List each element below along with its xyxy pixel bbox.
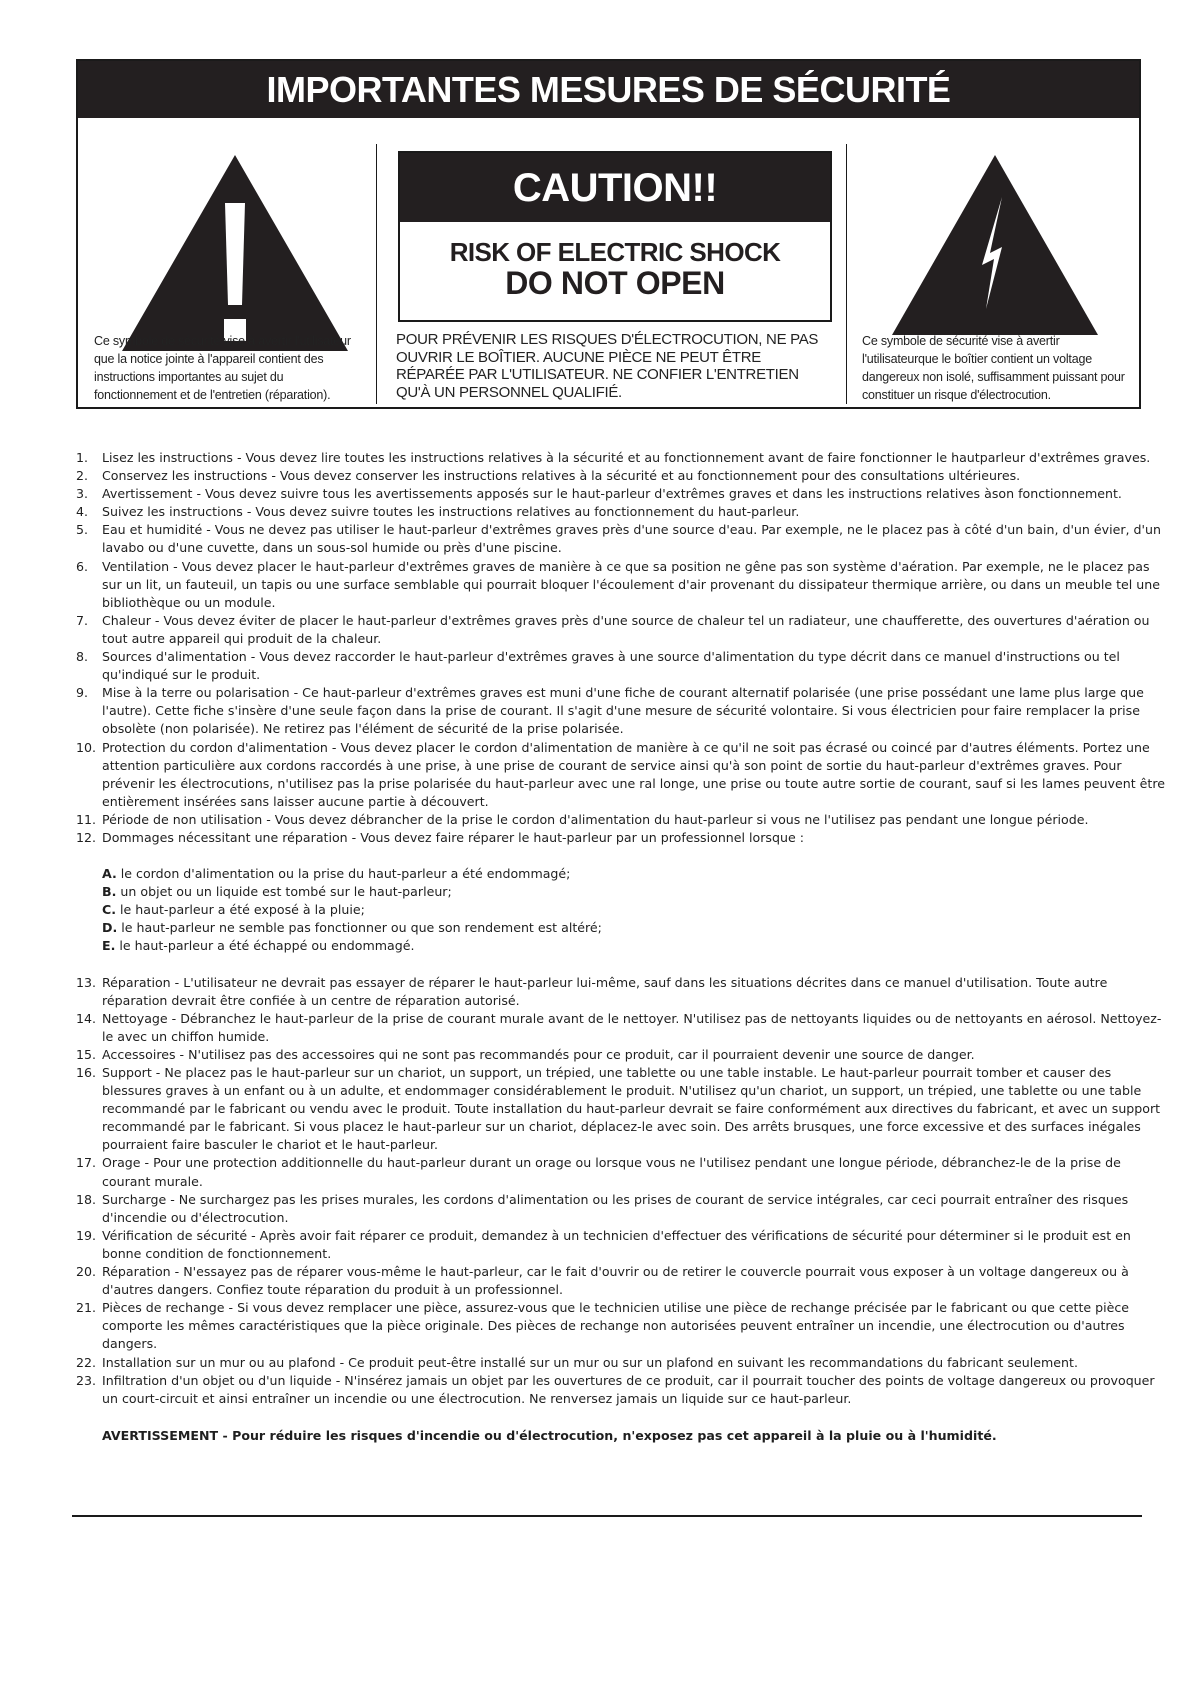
bottom-divider [72, 1515, 1142, 1517]
list-item: 22. Installation sur un mur ou au plafond - Ce produit peut-être installé sur un mur ou sur un plafond en suivant les recommandations du fabricant seulement. [76, 1354, 1078, 1370]
do-not-open-text: DO NOT OPEN [505, 265, 725, 301]
divider-left [376, 144, 377, 404]
list-item: 17. Orage - Pour une protection additionnelle du haut-parleur durant un orage ou lorsque vous ne l'utilisez pendant une longue période, débranchez-le de la prise de courant murale. [76, 1155, 1121, 1189]
list-item: 9. Mise à la terre ou polarisation - Ce haut-parleur d'extrêmes graves est muni d'une fiche de courant alternatif polarisée (une prise possédant une lame plus large que l'autre). Cette fiche s'insère d'une seule façon dans la prise de courant. Il s'agit d'une mesure de sécurité volontaire. Si vous électricien pour faire remplacer la prise obsolète (non polarisée). Ne retirez pas l'élément de sécurité de la prise polarisée. [76, 685, 1144, 737]
list-item: 4. Suivez les instructions - Vous devez suivre toutes les instructions relatives au fonctionnement du haut-parleur. [76, 504, 800, 520]
list-item: 2. Conservez les instructions - Vous devez conserver les instructions relatives à la sécurité et au fonctionnement pour des consultations ultérieures. [76, 468, 1021, 484]
caution-title: CAUTION!! [400, 153, 830, 222]
list-item: 8. Sources d'alimentation - Vous devez raccorder le haut-parleur d'extrêmes graves à une source d'alimentation du type décrit dans ce manuel d'instructions ou tel qu'indiqué sur le produit. [76, 649, 1120, 683]
list-item: 21. Pièces de rechange - Si vous devez remplacer une pièce, assurez-vous que le technicien utilise une pièce de rechange précisée par le fabricant ou que cette pièce comporte les mêmes caractéristiques que la pièce originale. Des pièces de rechange non autorisées peuvent entraîner un incendie, une électrocution ou d'autres dangers. [76, 1300, 1130, 1352]
list-item: 5. Eau et humidité - Vous ne devez pas utiliser le haut-parleur d'extrêmes graves près d'une source d'eau. Par exemple, ne le placez pas à côté d'un bain, d'un évier, d'un lavabo ou d'une cuvette, dans un sous-sol humide ou près d'une piscine. [76, 522, 1161, 556]
safety-symbols-box [76, 59, 1141, 409]
list-item: 1. Lisez les instructions - Vous devez lire toutes les instructions relatives à la sécurité et au fonctionnement avant de faire fonctionner le hautparleur d'extrêmes graves. [76, 450, 1151, 465]
list-item: 23. Infiltration d'un objet ou d'un liquide - N'insérez jamais un objet par les ouvertures de ce produit, car il pourrait toucher des points de voltage dangereux ou provoquer un court-circuit et ainsi entraîner un incendie ou une électrocution. Ne renversez jamais un liquide sur ce haut-parleur. [76, 1372, 1155, 1406]
list-item: 3. Avertissement - Vous devez suivre tous les avertissements apposés sur le haut-parleur d'extrêmes graves et dans les instructions relatives àson fonctionnement. [76, 486, 1122, 502]
divider-right [846, 144, 847, 404]
list-item: 10. Protection du cordon d'alimentation - Vous devez placer le cordon d'alimentation de manière à ce qu'il ne soit pas écrasé ou coincé par d'autres éléments. Portez une attention particulière aux cordons raccordés à une prise, à une prise de courant de service ainsi qu'à son point de sortie du haut-parleur d'extrêmes graves. Pour prévenir les électrocutions, n'utilisez pas la prise polarisée du haut-parleur avec une ral longe, une prise ou toute autre sortie de courant, sauf si les lames peuvent être entièrement insérées sans laisser aucune partie à découvert. [76, 739, 1165, 809]
damage-case: C. le haut-parleur a été exposé à la pluie; [102, 902, 365, 918]
list-item: 6. Ventilation - Vous devez placer le haut-parleur d'extrêmes graves de manière à ce que sa position ne gêne pas son système d'aération. Par exemple, ne le placez pas sur un lit, un fauteuil, un tapis ou une surface semblable qui pourrait bloquer l'écoulement d'air provenant du dissipateur thermique arrière, ou dans un meuble tel une bibliothèque ou un module. [76, 558, 1160, 610]
list-item: 16. Support - Ne placez pas le haut-parleur sur un chariot, un support, un trépied, une tablette ou une table instable. Le haut-parleur pourrait tomber et causer des blessures graves à un enfant ou à un adulte, et endommager considérablement le produit. N'utilisez qu'un chariot, un support, un trépied, une tablette ou une table recommandé par le fabricant ou vendu avec le produit. Toute installation du haut-parleur devrait se faire conformément aux directives du fabricant, et avec un support recommandé par le fabricant. Si vous placez le haut-parleur sur un chariot, déplacez-le avec soin. Des arrêts brusques, une force excessive et des surfaces inégales pourraient faire basculer le chariot et le haut-parleur. [76, 1065, 1161, 1153]
fire-warning-text: AVERTISSEMENT - Pour réduire les risques d'incendie ou d'électrocution, n'exposez pas cet appareil à la pluie ou à l'humidité. [102, 1427, 997, 1443]
list-item: 20. Réparation - N'essayez pas de réparer vous-même le haut-parleur, car le fait d'ouvrir ou de retirer le couvercle pourrait vous exposer à un voltage dangereux ou à d'autres dangers. Confiez toute réparation du produit à un professionnel. [76, 1264, 1129, 1298]
damage-case: D. le haut-parleur ne semble pas fonctionner ou que son rendement est altéré; [102, 920, 602, 936]
caution-text: POUR PRÉVENIR LES RISQUES D'ÉLECTROCUTION, NE PAS OUVRIR LE BOÎTIER. AUCUNE PIÈCE NE PEUT ÊTRE RÉPARÉE PAR L'UTILISATEUR. NE CONFIER L'ENTRETIEN QU'À UN PERSONNEL QUALIFIÉ. [396, 331, 819, 401]
safety-instructions-list [76, 449, 1166, 1445]
list-item: 7. Chaleur - Vous devez éviter de placer le haut-parleur d'extrêmes graves près d'une source de chaleur tel un radiateur, une chaufferette, des ouvertures d'aération ou tout autre appareil qui produit de la chaleur. [76, 612, 1150, 646]
damage-case: A. le cordon d'alimentation ou la prise du haut-parleur a été endommagé; [102, 866, 571, 882]
damage-case: B. un objet ou un liquide est tombé sur le haut-parleur; [102, 884, 452, 900]
risk-of-shock-text: RISK OF ELECTRIC SHOCK [449, 237, 781, 267]
list-item: 15. Accessoires - N'utilisez pas des accessoires qui ne sont pas recommandés pour ce produit, car il pourraient devenir une source de danger. [76, 1046, 975, 1062]
list-item: 12. Dommages nécessitant une réparation - Vous devez faire réparer le haut-parleur par un professionnel lorsque : [76, 829, 804, 845]
list-item: 19. Vérification de sécurité - Après avoir fait réparer ce produit, demandez à un technicien d'effectuer des vérifications de sécurité pour déterminer si le produit est en bonne condition de fonctionnement. [76, 1227, 1131, 1261]
page-title: IMPORTANTES MESURES DE SÉCURITÉ [78, 61, 1139, 118]
list-item: 11. Période de non utilisation - Vous devez débrancher de la prise le cordon d'alimentation du haut-parleur si vous ne l'utilisez pas pendant une longue période. [76, 811, 1089, 827]
exclamation-warning-icon [120, 153, 350, 353]
left-symbol-text: Ce symbole de sécurité vise à avertir l'utilisateur que la notice jointe à l'appareil contient des instructions importantes au sujet du fonctionnement et de l'entretien (réparation). [94, 334, 351, 402]
list-item: 14. Nettoyage - Débranchez le haut-parleur de la prise de courant murale avant de le nettoyer. N'utilisez pas de nettoyants liquides ou de nettoyants en aérosol. Nettoyez-le avec un chiffon humide. [76, 1010, 1162, 1044]
lightning-warning-icon [890, 153, 1100, 337]
caution-label [398, 151, 832, 322]
list-item: 13. Réparation - L'utilisateur ne devrait pas essayer de réparer le haut-parleur lui-même, sauf dans les situations décrites dans ce manuel d'utilisation. Toute autre réparation devrait être confiée à un centre de réparation autorisé. [76, 974, 1108, 1008]
damage-case: E. le haut-parleur a été échappé ou endommagé. [102, 938, 415, 954]
list-item: 18. Surcharge - Ne surchargez pas les prises murales, les cordons d'alimentation ou les prises de courant de service intégrales, car ceci pourrait entraîner des risques d'incendie ou d'électrocution. [76, 1191, 1129, 1225]
right-symbol-text: Ce symbole de sécurité vise à avertir l'utilisateurque le boîtier contient un voltage dangereux non isolé, suffisamment puissant pour constituer un risque d'électrocution. [862, 334, 1125, 402]
